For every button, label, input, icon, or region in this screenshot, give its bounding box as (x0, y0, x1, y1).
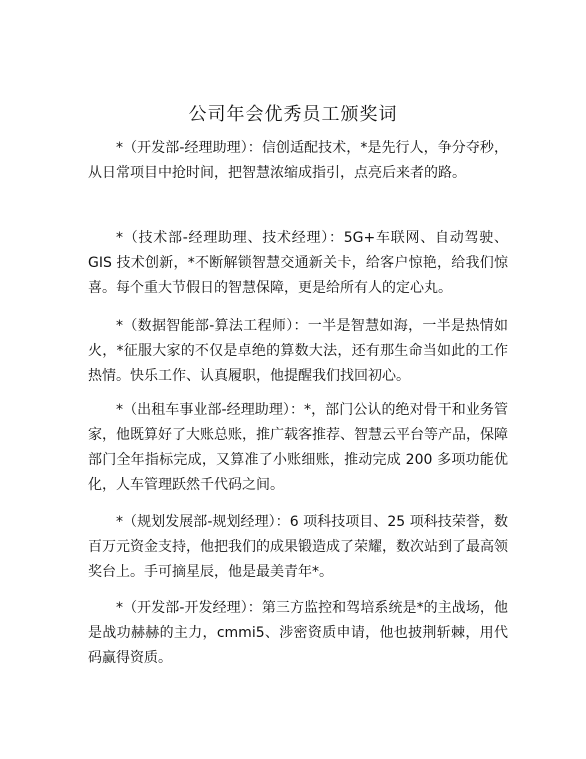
award-paragraph-algorithm-engineer: *（数据智能部-算法工程师）：一半是智慧如海，一半是热情如火，*征服大家的不仅是卓绝的算数大法，还有那生命当如此的工作热情。快乐工作、认真履职，他提醒我们找回初心。 (88, 318, 508, 384)
document-title: 公司年会优秀员工颁奖词 (188, 104, 398, 125)
award-paragraph-tech-manager: *（技术部-经理助理、技术经理）：5G+车联网、自动驾驶、GIS 技术创新，*不断解锁智慧交通新关卡，给客户惊艳，给我们惊喜。每个重大节假日的智慧保障，更是给所有人的定心丸。 (88, 230, 508, 296)
award-paragraph-planning-manager: *（规划发展部-规划经理）：6 项科技项目、25 项科技荣誉，数百万元资金支持，他把我们的成果锻造成了荣耀，数次站到了最高领奖台上。手可摘星辰，他是最美青年*。 (88, 514, 508, 580)
award-paragraph-taxi-assistant: *（出租车事业部-经理助理）：*，部门公认的绝对骨干和业务管家，他既算好了大账总账，推广载客推荐、智慧云平台等产品，保障部门全年指标完成，又算准了小账细账，推动完成 200 多项功能优化，人车管理跃然千代码之间。 (88, 402, 508, 493)
award-paragraph-dev-assistant: *（开发部-经理助理）：信创适配技术，*是先行人，争分夺秒，从日常项目中抢时间，把智慧浓缩成指引，点亮后来者的路。 (88, 140, 508, 181)
award-paragraph-dev-manager: *（开发部-开发经理）：第三方监控和驾培系统是*的主战场，他是战功赫赫的主力，cmmi5、涉密资质申请，他也披荆斩棘，用代码赢得资质。 (88, 600, 508, 666)
